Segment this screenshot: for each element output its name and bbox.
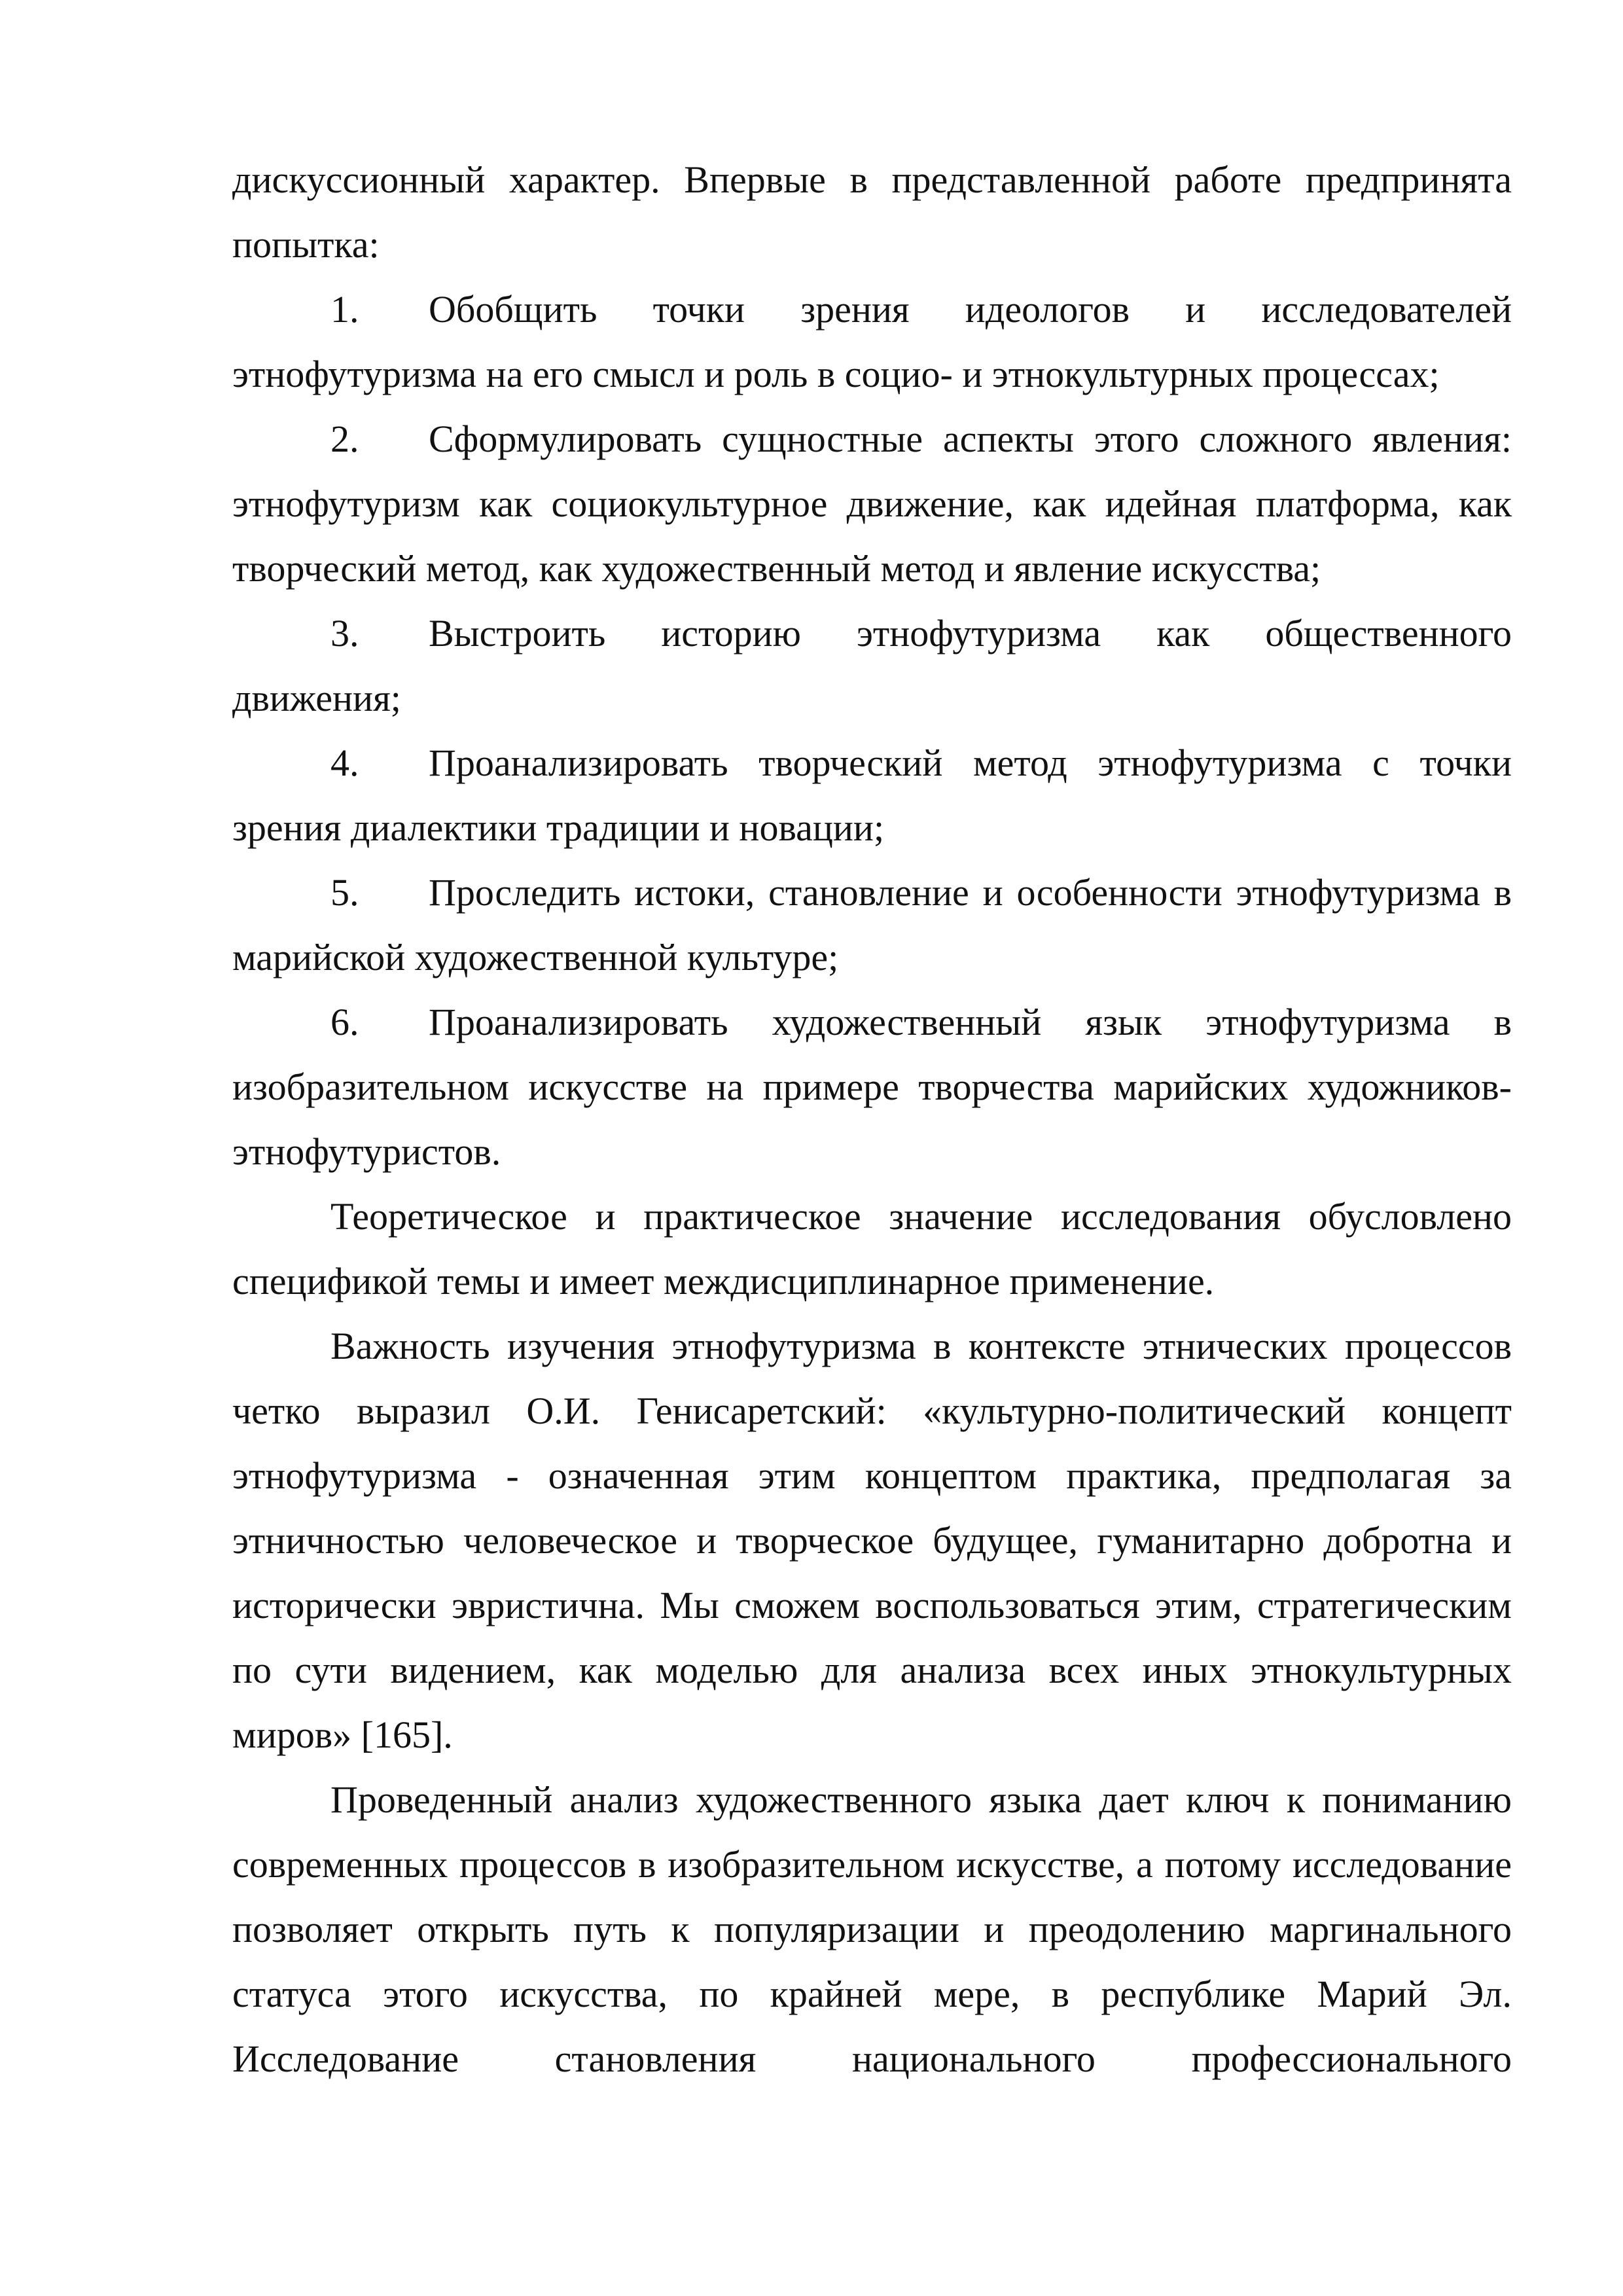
- list-item-text: Проследить истоки, становление и особенности этнофутуризма в: [429, 871, 1512, 914]
- text-line: этнофутуризм как социокультурное движение, как идейная платформа, как: [232, 482, 1512, 525]
- list-item-text: Сформулировать сущностные аспекты этого сложного явления:: [429, 418, 1512, 460]
- text-line: по сути видением, как моделью для анализа всех иных этнокультурных: [232, 1649, 1512, 1691]
- list-item-text: Проанализировать художественный язык этнофутуризма в: [429, 1001, 1512, 1043]
- text-line: четко выразил О.И. Генисаретский: «культурно-политический концепт: [232, 1390, 1512, 1432]
- list-item-first-line: [232, 860, 1512, 925]
- text-line: Проведенный анализ художественного языка дает ключ к пониманию: [330, 1778, 1512, 1821]
- paragraph-analysis: [232, 1767, 1512, 2091]
- list-item-first-line: [232, 406, 1512, 471]
- list-item: [232, 601, 1512, 730]
- numbered-list: [232, 277, 1512, 1184]
- text-line: изобразительном искусстве на примере творчества марийских художников-: [232, 1066, 1512, 1108]
- text-line: миров» [165].: [232, 1713, 453, 1756]
- text-line: марийской художественной культуре;: [232, 936, 839, 978]
- paragraph-significance: [232, 1184, 1512, 1314]
- text-line: дискуссионный характер. Впервые в представленной работе предпринята: [232, 158, 1512, 201]
- list-item: [232, 730, 1512, 860]
- text-line: современных процессов в изобразительном искусстве, а потому исследование: [232, 1843, 1512, 1886]
- text-line: Исследование становления национального профессионального: [232, 2037, 1512, 2080]
- text-line: этнофутуризма - означенная этим концептом практика, предполагая за: [232, 1454, 1512, 1497]
- list-item: [232, 860, 1512, 990]
- paragraph-quote: [232, 1314, 1512, 1767]
- text-line: спецификой темы и имеет междисциплинарное применение.: [232, 1260, 1215, 1302]
- list-item-number: 1.: [330, 288, 359, 331]
- list-item-text: Обобщить точки зрения идеологов и исследователей: [429, 288, 1512, 331]
- text-line: этнофутуризма на его смысл и роль в социо- и этнокультурных процессах;: [232, 353, 1440, 395]
- list-item-first-line: [232, 277, 1512, 342]
- list-item-number: 2.: [330, 418, 359, 460]
- list-item-number: 6.: [330, 1001, 359, 1043]
- text-line: Важность изучения этнофутуризма в контексте этнических процессов: [330, 1325, 1512, 1367]
- text-line: исторически эвристична. Мы сможем воспользоваться этим, стратегическим: [232, 1584, 1512, 1626]
- text-line: попытка:: [232, 223, 380, 266]
- document-page: [232, 147, 1512, 2091]
- text-line: Теоретическое и практическое значение исследования обусловлено: [330, 1195, 1512, 1238]
- text-line: этничностью человеческое и творческое будущее, гуманитарно добротна и: [232, 1519, 1512, 1562]
- list-item-number: 4.: [330, 742, 359, 784]
- text-line: творческий метод, как художественный метод и явление искусства;: [232, 547, 1321, 590]
- list-item-number: 5.: [330, 871, 359, 914]
- text-line: статуса этого искусства, по крайней мере, в республике Марий Эл.: [232, 1973, 1512, 2015]
- list-item-first-line: [232, 990, 1512, 1054]
- list-item-number: 3.: [330, 612, 359, 655]
- list-item: [232, 990, 1512, 1184]
- text-line: позволяет открыть путь к популяризации и преодолению маргинального: [232, 1908, 1512, 1950]
- list-item-text: Проанализировать творческий метод этнофутуризма с точки: [429, 742, 1512, 784]
- text-line: движения;: [232, 677, 401, 719]
- list-item-first-line: [232, 601, 1512, 666]
- text-line: зрения диалектики традиции и новации;: [232, 806, 885, 849]
- list-item-text: Выстроить историю этнофутуризма как общественного: [429, 612, 1512, 655]
- intro-paragraph: [232, 147, 1512, 277]
- list-item: [232, 406, 1512, 601]
- list-item: [232, 277, 1512, 406]
- text-line: этнофутуристов.: [232, 1130, 501, 1173]
- list-item-first-line: [232, 730, 1512, 795]
